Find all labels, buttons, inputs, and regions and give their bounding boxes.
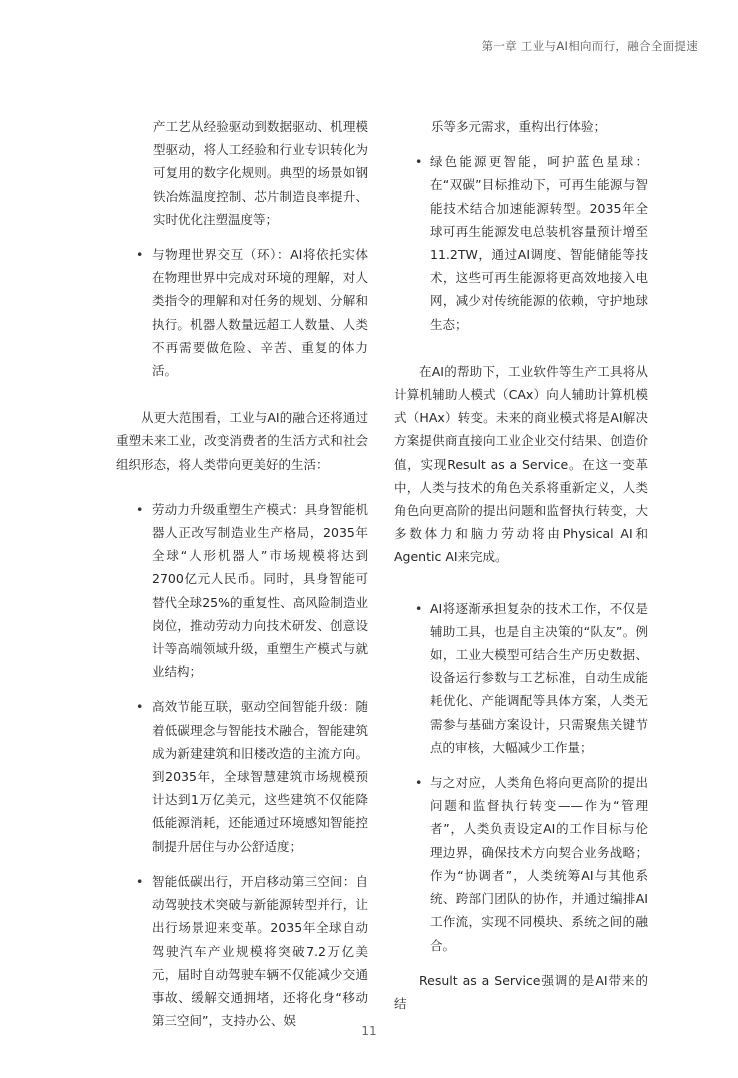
bullet-list-green xyxy=(394,150,648,336)
bullet-workforce: • 劳动力升级重塑生产模式：具身智能机器人正改写制造业生产格局，2035年全球“人形机器人”市场规模将达到2700亿元人民币。同时，具身智能可替代全球25%的重复性、高风险制造业岗位，推动劳动力向技术研发、创意设计等高端领域升级，重塑生产模式与就业结构； xyxy=(116,498,368,684)
future-bullet-list xyxy=(116,498,368,1032)
bullet-list-physical xyxy=(116,243,368,382)
continued-bullet-text: 乐等多元需求，重构出行体验； xyxy=(431,119,607,134)
right-column xyxy=(394,115,648,1025)
ai-paragraph: 在AI的帮助下，工业软件等生产工具将从计算机辅助人模式（CAx）向人辅助计算机模式（HAx）转变。未来的商业模式将是AI解决方案提供商直接向工业企业交付结果、创造价值，实现Result as a Service。在这一变革中，人类与技术的角色关系将重新定义，人类角色向更高阶的提出问题和监督执行转变，大多数体力和脑力劳动将由Physical AI和Agentic AI来完成。 xyxy=(394,363,648,565)
running-header: 第一章 工业与AI相向而行，融合全面提速 xyxy=(481,39,698,53)
continued-bullet-text: 产工艺从经验驱动到数据驱动、机理模型驱动，将人工经验和行业专识转化为可复用的数字化规则。典型的场景如钢铁冶炼温度控制、芯片制造良率提升、实时优化注塑温度等； xyxy=(153,119,368,227)
bullet-smart-mobility: • 智能低碳出行，开启移动第三空间：自动驾驶技术突破与新能源转型并行，让出行场景迎来变革。2035年全球自动驾驶汽车产业规模将突破7.2万亿美元，届时自动驾驶车辆不仅能减少交通事故、缓解交通拥堵，还将化身“移动第三空间”，支持办公、娱 xyxy=(116,870,368,1032)
page-number: 11 xyxy=(361,1024,377,1038)
closing-paragraph: Result as a Service强调的是AI带来的结 xyxy=(394,972,648,1011)
role-bullet-list xyxy=(394,597,648,957)
bullet-green-energy: • 绿色能源更智能，呵护蓝色星球：在“双碳”目标推动下，可再生能源与智能技术结合加速能源转型。2035年全球可再生能源发电总装机容量预计增至11.2TW，通过AI调度、智能储能等技术，这些可再生能源将更高效地接入电网，减少对传统能源的依赖，守护地球生态； xyxy=(394,150,648,336)
intro-paragraph: 从更大范围看，工业与AI的融合还将通过重塑未来工业，改变消费者的生活方式和社会组织形态，将人类带向更美好的生活： xyxy=(116,410,368,472)
bullet-smart-building: • 高效节能互联，驱动空间智能升级：随着低碳理念与智能技术融合，智能建筑成为新建建筑和旧楼改造的主流方向。到2035年，全球智慧建筑市场规模预计达到1万亿美元，这些建筑不仅能降低能源消耗，还能通过环境感知智能控制提升居住与办公舒适度； xyxy=(116,695,368,857)
bullet-ai-teammate: • AI将逐渐承担复杂的技术工作，不仅是辅助工具，也是自主决策的“队友”。例如，工业大模型可结合生产历史数据、设备运行参数与工艺标准，自动生成能耗优化、产能调配等具体方案，人类无需参与基础方案设计，只需聚焦关键节点的审核，大幅减少工作量； xyxy=(394,597,648,759)
bullet-physical-interaction: • 与物理世界交互（环）：AI将依托实体在物理世界中完成对环境的理解，对人类指令的理解和对任务的规划、分解和执行。机器人数量远超工人数量、人类不再需要做危险、辛苦、重复的体力活。 xyxy=(116,243,368,382)
left-column xyxy=(116,115,368,1044)
bullet-human-role: • 与之对应，人类角色将向更高阶的提出问题和监督执行转变——作为“管理者”，人类负责设定AI的工作目标与伦理边界，确保技术方向契合业务战略；作为“协调者”，人类统筹AI与其他系统、跨部门团队的协作，并通过编排AI工作流，实现不同模块、系统之间的融合。 xyxy=(394,771,648,957)
